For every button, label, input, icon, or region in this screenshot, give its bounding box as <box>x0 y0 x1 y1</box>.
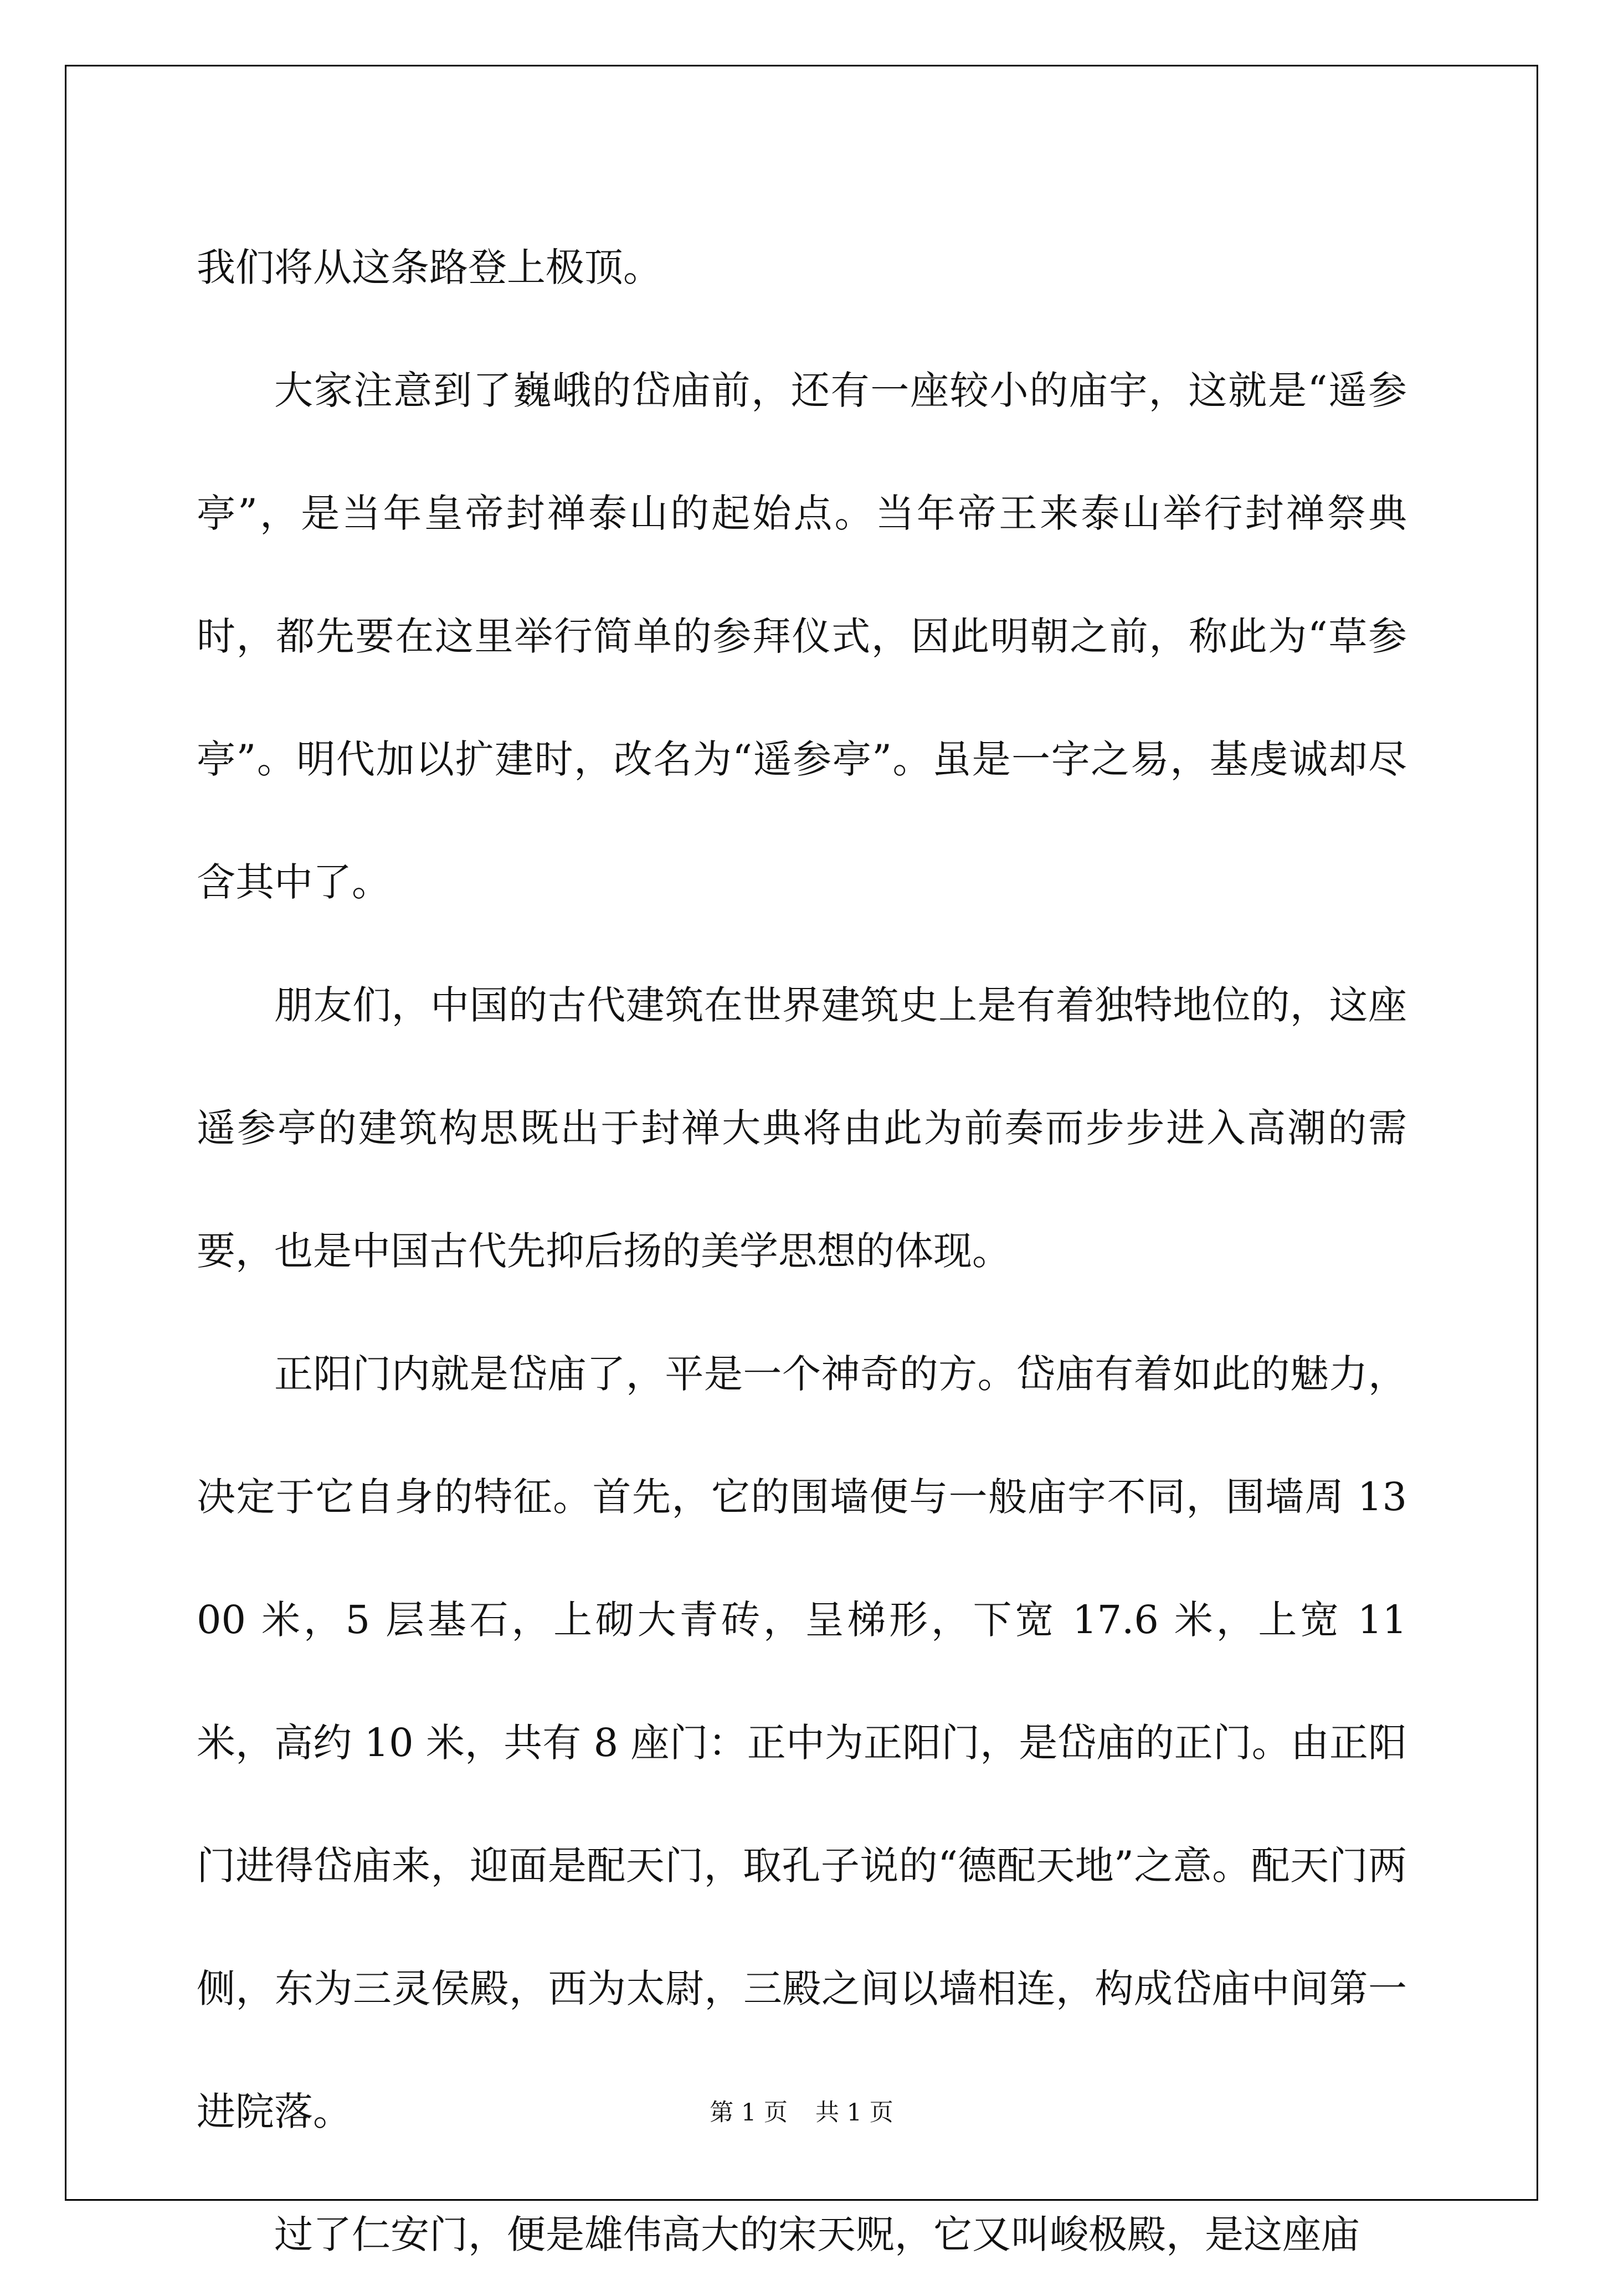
paragraph-1: 我们将从这条路登上极顶。 <box>197 245 662 290</box>
document-body <box>197 206 1407 2296</box>
page-number-total: 共 1 页 <box>815 2099 893 2127</box>
paragraph-5: 过了仁安门，便是雄伟高大的宋天贶，它又叫峻极殿，是这座庙 <box>274 2212 1360 2257</box>
paragraph-4: 正阳门内就是岱庙了，平是一个神奇的方。岱庙有着如此的魅力，决定于它自身的特征。首先，它的围墙便与一般庙宇不同，围墙周 1300 米，5 层基石，上砌大青砖，呈梯形，下宽 17.6 米，上宽 11 米，高约 10 米，共有 8 座门：正中为正阳门，是岱庙的正门。由正阳门进得岱庙来，迎面是配天门，取孔子说的“德配天地”之意。配天门两侧，东为三灵侯殿，西为太尉，三殿之间以墙相连，构成岱庙中间第一进院落。 <box>197 1351 1407 2134</box>
paragraph-2: 大家注意到了巍峨的岱庙前，还有一座较小的庙宇，这就是“遥参亭”，是当年皇帝封禅泰山的起始点。当年帝王来泰山举行封禅祭典时，都先要在这里举行简单的参拜仪式，因此明朝之前，称此为“草参亭”。明代加以扩建时，改名为“遥参亭”。虽是一字之易，基虔诚却尽含其中了。 <box>197 368 1407 905</box>
paragraph-3: 朋友们，中国的古代建筑在世界建筑史上是有着独特地位的，这座遥参亭的建筑构思既出于封禅大典将由此为前奏而步步进入高潮的需要，也是中国古代先抑后扬的美学思想的体现。 <box>197 982 1407 1274</box>
page-number-current: 第 1 页 <box>710 2099 788 2127</box>
page-footer <box>0 2096 1603 2129</box>
